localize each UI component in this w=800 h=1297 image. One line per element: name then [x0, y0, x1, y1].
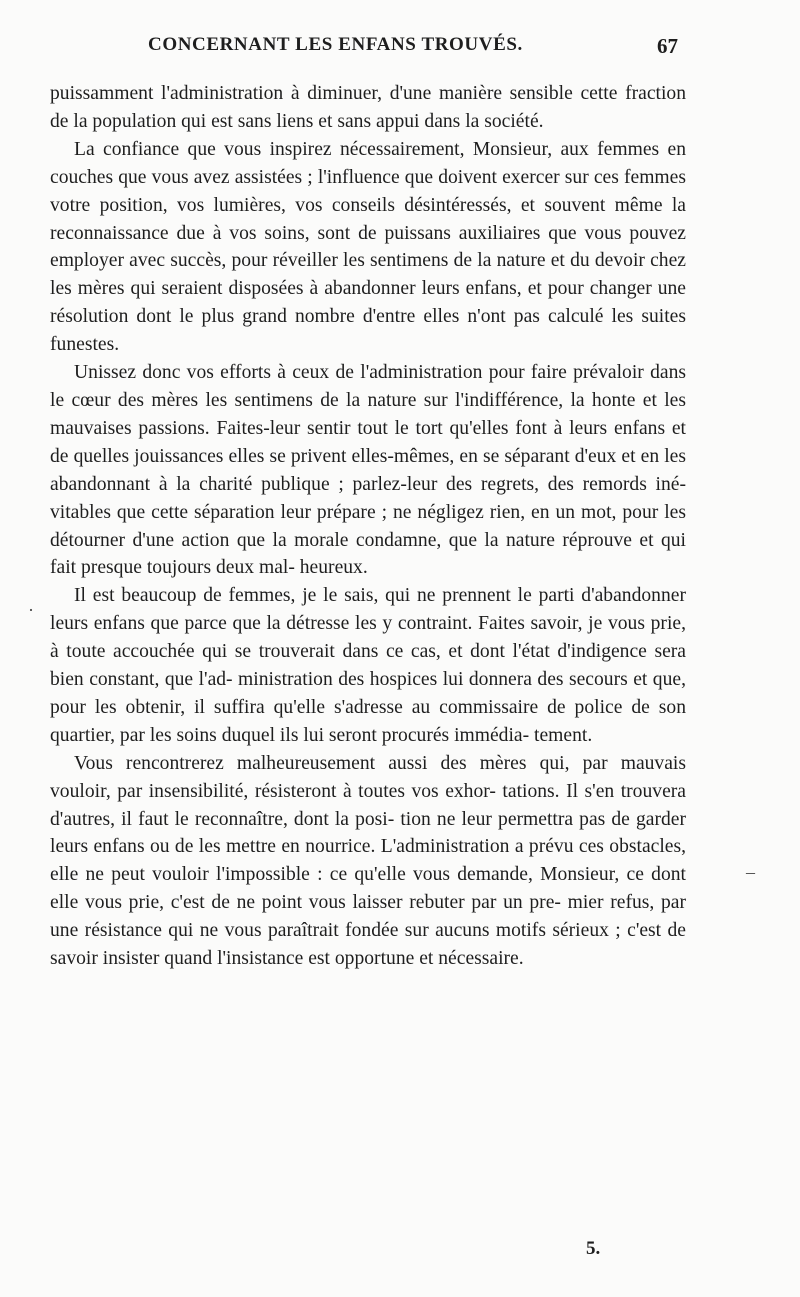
paragraph: Vous rencontrerez malheureusement aussi des mères qui, par mauvais vouloir, par insensibilité, résisteront à toutes vos exhor- tations. Il s'en trouvera d'autres, il faut le reconnaître, dont la posi- tion ne leur permettra pas de garder leurs enfans ou de les mettre en nourrice. L'administration a prévu ces obstacles, elle ne peut vouloir l'impossible : ce qu'elle vous demande, Monsieur, ce dont elle vous prie, c'est de ne point vous laisser rebuter par un pre- mier refus, par une résistance qui ne vous paraîtrait fondée sur aucuns motifs sérieux ; c'est de savoir insister quand l'insistance est opportune et nécessaire. [50, 752, 686, 970]
paragraph: puissamment l'administration à diminuer, d'une manière sensible cette fraction de la population qui est sans liens et sans appui dans la société. [50, 83, 686, 132]
page-number: 67 [657, 34, 678, 58]
paragraph: Il est beaucoup de femmes, je le sais, qui ne prennent le parti d'abandonner leurs enfans que parce que la détresse les y contraint. Faites savoir, je vous prie, à toute accouchée qui se trouverait dans ce cas, et dont l'état d'indigence sera bien constant, que l'ad- ministration des hospices lui donnera des secours et que, pour les obtenir, il suffira qu'elle s'adresse au commissaire de police de son quartier, par les soins duquel ils lui seront procurés immédia- tement. [50, 585, 686, 746]
paragraph: Unissez donc vos efforts à ceux de l'administration pour faire prévaloir dans le cœur des mères les sentimens de la nature sur l'indifférence, la honte et les mauvaises passions. Faites-leur sentir tout le tort qu'elles font à leurs enfans et de quelles jouissances elles se privent elles-mêmes, en se séparant d'eux et en les abandonnant à la charité publique ; parlez-leur des regrets, des remords iné- vitables que cette séparation leur prépare ; ne négligez rien, en un mot, pour les détourner d'une action que la morale condamne, que la nature réprouve et qui fait presque toujours deux mal- heureux. [50, 362, 686, 579]
running-title: CONCERNANT LES ENFANS TROUVÉS. [148, 34, 523, 55]
signature-mark: 5. [586, 1238, 601, 1259]
margin-dash-mark: – [746, 862, 755, 882]
body-text [50, 80, 686, 973]
paragraph: La confiance que vous inspirez nécessairement, Monsieur, aux femmes en couches que vous avez assistées ; l'influence que doivent exercer sur ces femmes votre position, vos lumières, vos conseils désintéressés, et souvent même la reconnaissance due à vos soins, sont de puissans auxiliaires que vous pouvez employer avec succès, pour réveiller les sentimens de la nature et du devoir chez les mères qui seraient disposées à abandonner leurs enfans, et pour changer une résolution dont le plus grand nombre d'entre elles n'ont pas calculé les suites funestes. [50, 138, 686, 356]
page-header [148, 34, 678, 64]
margin-dot-mark: · [28, 600, 34, 620]
